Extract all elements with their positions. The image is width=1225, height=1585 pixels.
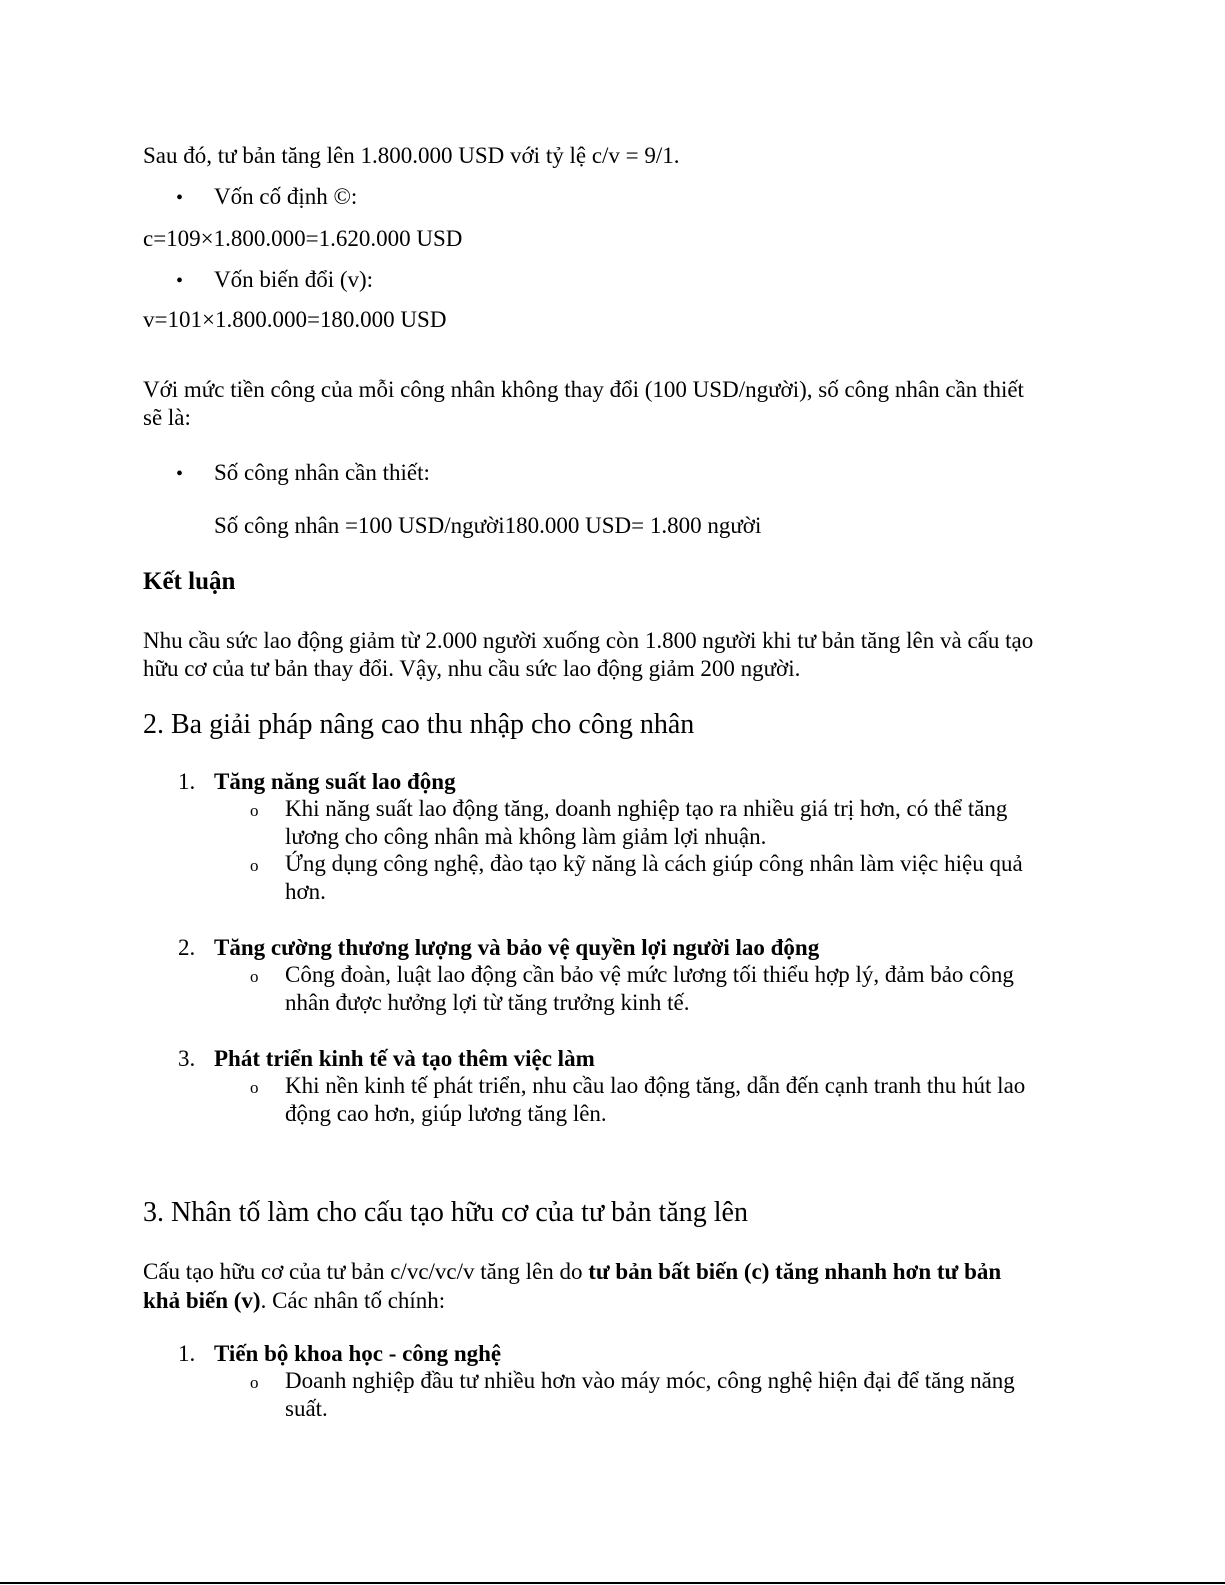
paragraph-organic-composition-line-1: Cấu tạo hữu cơ của tư bản c/vc/vc/v tăng lên do tư bản bất biến (c) tăng nhanh hơn tư bản <box>143 1259 1002 1284</box>
paragraph-wage-line-1: Với mức tiền công của mỗi công nhân không thay đổi (100 USD/người), số công nhân cần thiết <box>143 377 1024 402</box>
sub-item-text: suất. <box>285 1396 328 1421</box>
paragraph-conclusion-line-1: Nhu cầu sức lao động giảm từ 2.000 người xuống còn 1.800 người khi tư bản tăng lên và cấu tạo <box>143 628 1034 653</box>
sub-item-text: hơn. <box>285 879 326 904</box>
formula-workers: Số công nhân =100 USD/người180.000 USD= 1.800 người <box>214 513 762 538</box>
sub-item-text: nhân được hưởng lợi từ tăng trưởng kinh tế. <box>285 990 690 1015</box>
bullet-icon: • <box>176 463 184 485</box>
list-item-fixed-capital: Vốn cố định ©: <box>214 184 358 209</box>
bullet-icon: • <box>176 187 184 209</box>
bullet-icon: • <box>176 270 184 292</box>
heading-section-2: 2. Ba giải pháp nâng cao thu nhập cho công nhân <box>143 709 695 740</box>
list-number: 3. <box>178 1046 196 1071</box>
sub-item-text: Khi năng suất lao động tăng, doanh nghiệp tạo ra nhiều giá trị hơn, có thể tăng <box>285 796 1008 821</box>
paragraph-conclusion-line-2: hữu cơ của tư bản thay đổi. Vậy, nhu cầu sức lao động giảm 200 người. <box>143 656 801 681</box>
list-number: 1. <box>178 769 196 794</box>
list-number: 2. <box>178 935 196 960</box>
paragraph-capital-increase: Sau đó, tư bản tăng lên 1.800.000 USD với tỷ lệ c/v = 9/1. <box>143 143 680 168</box>
sub-item-text: động cao hơn, giúp lương tăng lên. <box>285 1101 607 1126</box>
circle-bullet-icon: o <box>250 967 259 986</box>
circle-bullet-icon: o <box>250 1078 259 1097</box>
heading-conclusion: Kết luận <box>143 568 236 595</box>
circle-bullet-icon: o <box>250 1373 259 1392</box>
heading-section-3: 3. Nhân tố làm cho cấu tạo hữu cơ của tư bản tăng lên <box>143 1197 748 1228</box>
list-item-title: Phát triển kinh tế và tạo thêm việc làm <box>214 1046 595 1071</box>
circle-bullet-icon: o <box>250 801 259 820</box>
sub-item-text: Khi nền kinh tế phát triển, nhu cầu lao động tăng, dẫn đến cạnh tranh thu hút lao <box>285 1073 1026 1098</box>
formula-variable-capital: v=101×1.800.000=180.000 USD <box>143 307 447 332</box>
formula-fixed-capital: c=109×1.800.000=1.620.000 USD <box>143 226 463 251</box>
list-number: 1. <box>178 1341 196 1366</box>
list-item-variable-capital: Vốn biến đổi (v): <box>214 267 374 292</box>
list-item-workers-needed: Số công nhân cần thiết: <box>214 460 430 485</box>
paragraph-organic-composition-line-2: khả biến (v). Các nhân tố chính: <box>143 1288 446 1313</box>
sub-item-text: Công đoàn, luật lao động cần bảo vệ mức lương tối thiểu hợp lý, đảm bảo công <box>285 962 1014 987</box>
sub-item-text: Doanh nghiệp đầu tư nhiều hơn vào máy móc, công nghệ hiện đại để tăng năng <box>285 1368 1015 1393</box>
list-item-title: Tăng cường thương lượng và bảo vệ quyền lợi người lao động <box>214 935 820 960</box>
page-bottom-border <box>0 1582 1225 1584</box>
sub-item-text: lương cho công nhân mà không làm giảm lợi nhuận. <box>285 824 767 849</box>
paragraph-wage-line-2: sẽ là: <box>143 405 191 430</box>
list-item-title: Tăng năng suất lao động <box>214 769 456 794</box>
list-item-title: Tiến bộ khoa học - công nghệ <box>214 1341 502 1366</box>
circle-bullet-icon: o <box>250 856 259 875</box>
sub-item-text: Ứng dụng công nghệ, đào tạo kỹ năng là cách giúp công nhân làm việc hiệu quả <box>285 851 1023 876</box>
